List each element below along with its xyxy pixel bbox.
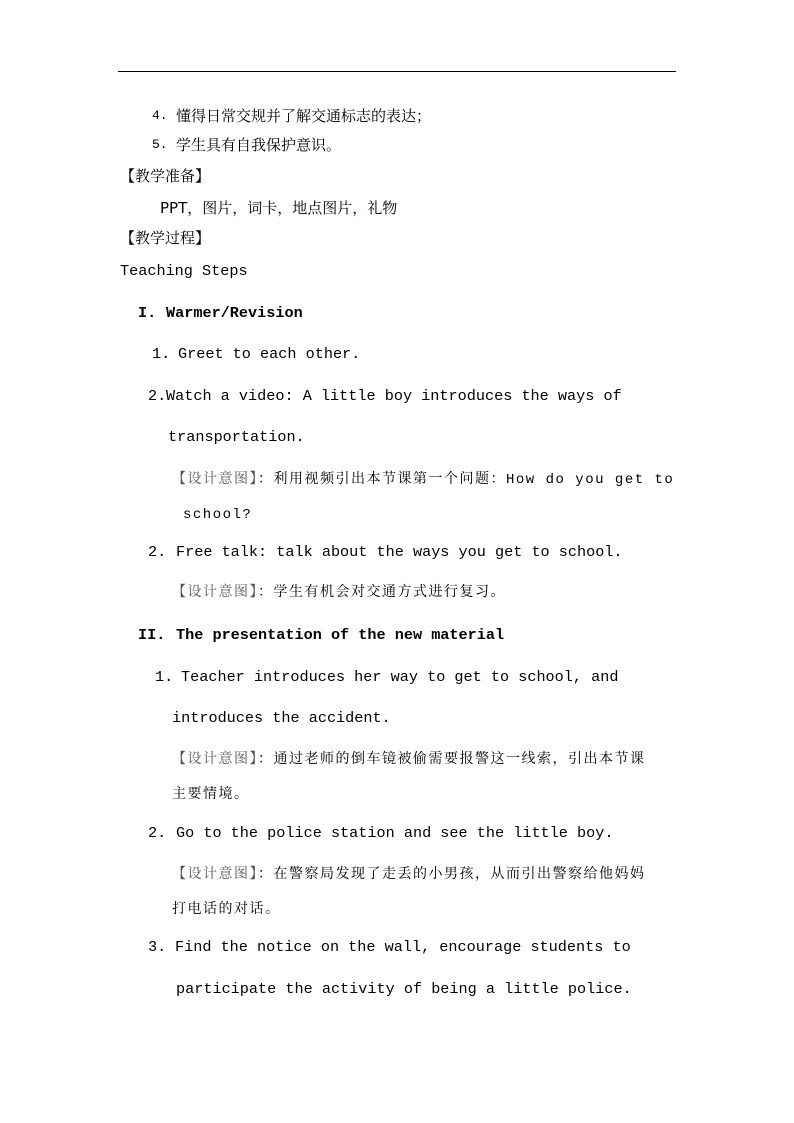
section-title: Warmer/Revision: [166, 304, 303, 322]
design-intent-text: ：通过老师的倒车镜被偷需要报警这一线索，引出本节课: [258, 752, 646, 768]
design-intent: [172, 865, 646, 885]
design-intent-label: 【设计意图】: [172, 867, 258, 883]
step-text: Teacher introduces her way to get to school, and: [181, 668, 619, 686]
design-intent-label: 【设计意图】: [172, 585, 258, 601]
step-number: 2.: [148, 824, 167, 842]
design-intent-text: ：学生有机会对交通方式进行复习。: [258, 585, 506, 601]
preparation-heading: 【教学准备】: [120, 167, 211, 185]
step-text: Watch a video: A little boy introduces the ways of: [166, 387, 622, 405]
step-number: 2.: [148, 543, 167, 561]
step-text-continued: transportation.: [168, 428, 305, 446]
section-numeral: I.: [138, 304, 157, 322]
step-text: Free talk: talk about the ways you get to school.: [176, 543, 623, 561]
objective-number: 5.: [152, 137, 168, 152]
step-text-continued: participate the activity of being a little police.: [176, 980, 632, 998]
design-intent-text-continued: 主要情境。: [172, 787, 250, 803]
objective-number: 4.: [152, 108, 168, 123]
process-heading: 【教学过程】: [120, 229, 211, 247]
design-intent: [172, 470, 674, 490]
step-number: 1.: [152, 345, 171, 363]
design-intent-text: ：在警察局发现了走丢的小男孩，从而引出警察给他妈妈: [258, 867, 646, 883]
step-text: Find the notice on the wall, encourage students to: [175, 938, 631, 956]
step-number: 2.: [148, 387, 167, 405]
preparation-materials: PPT，图片，词卡，地点图片，礼物: [160, 199, 398, 217]
step-number: 3.: [148, 938, 167, 956]
section-numeral: II.: [138, 626, 166, 644]
header-rule: [118, 71, 676, 72]
step-number: 1.: [155, 668, 174, 686]
step-text: Go to the police station and see the little boy.: [176, 824, 614, 842]
design-intent-text-continued: 打电话的对话。: [172, 902, 281, 918]
objective-text: 学生具有自我保护意识。: [176, 136, 342, 154]
design-intent-label: 【设计意图】: [172, 472, 258, 488]
objective-text: 懂得日常交规并了解交通标志的表达；: [176, 107, 432, 125]
design-intent: [172, 583, 506, 603]
design-intent-text: ：利用视频引出本节课第一个问题：How do you get to: [258, 472, 675, 488]
process-title: Teaching Steps: [120, 262, 248, 280]
section-title: The presentation of the new material: [176, 626, 505, 644]
step-text-continued: introduces the accident.: [172, 709, 391, 727]
design-intent-text-continued: school?: [183, 507, 253, 523]
design-intent: [172, 750, 646, 770]
design-intent-label: 【设计意图】: [172, 752, 258, 768]
step-text: Greet to each other.: [178, 345, 361, 363]
